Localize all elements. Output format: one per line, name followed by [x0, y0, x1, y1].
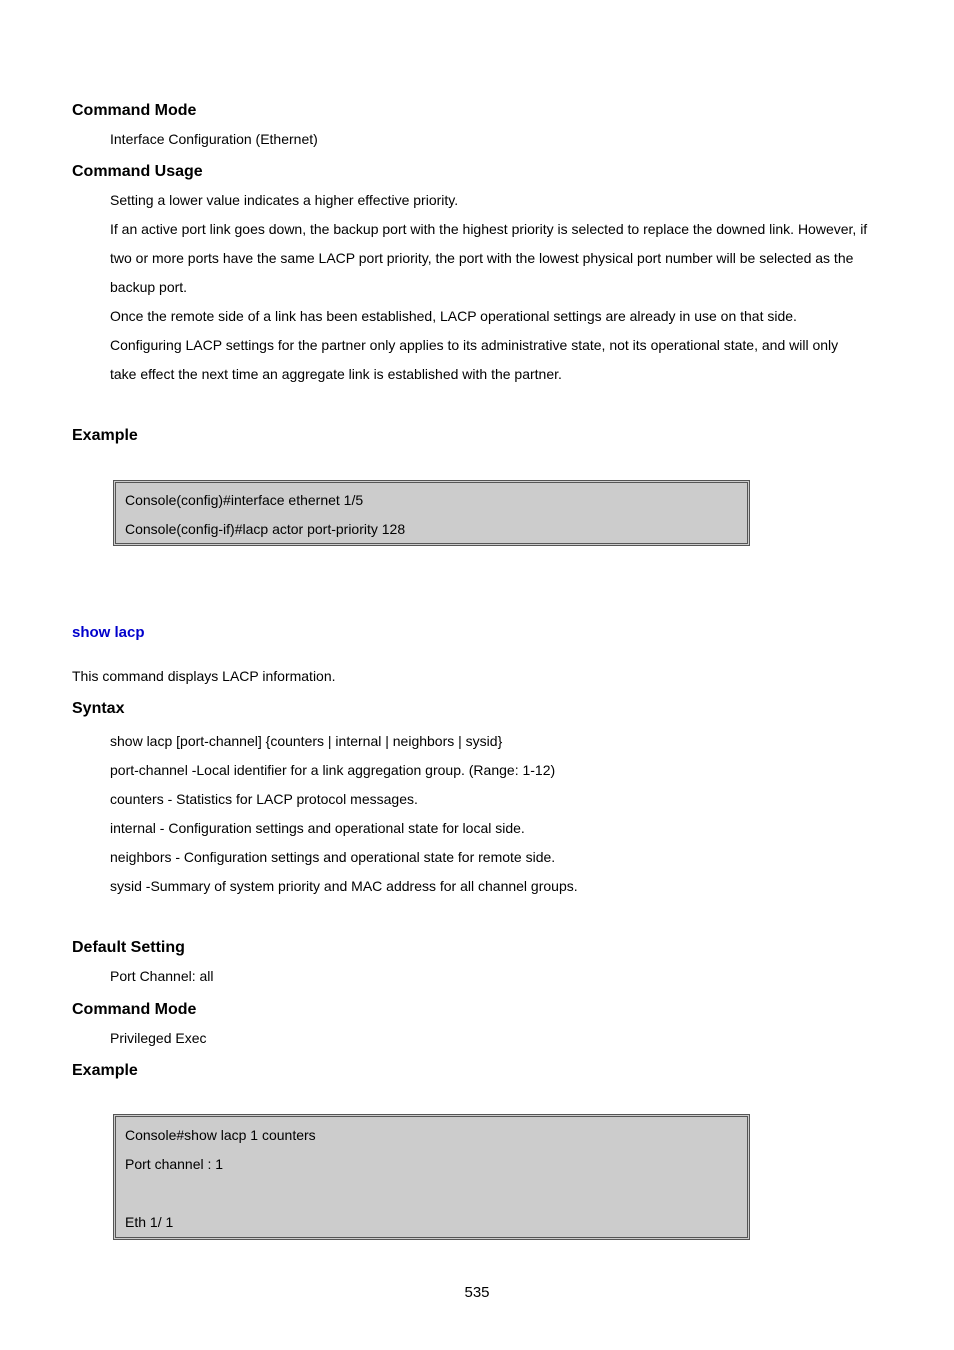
command-mode-heading: Command Mode [72, 1001, 197, 1018]
usage-line: take effect the next time an aggregate link is established with the partner. [110, 366, 562, 382]
command-description: This command displays LACP information. [72, 668, 336, 684]
syntax-line: sysid -Summary of system priority and MAC address for all channel groups. [110, 878, 578, 894]
usage-line: two or more ports have the same LACP port priority, the port with the lowest physical port number will be selected as the [110, 250, 854, 266]
command-usage-heading: Command Usage [72, 163, 203, 180]
usage-line: If an active port link goes down, the backup port with the highest priority is selected to replace the downed link. However, if [110, 221, 868, 237]
example-heading: Example [72, 427, 138, 444]
code-line: Eth 1/ 1 [125, 1214, 174, 1230]
syntax-line: counters - Statistics for LACP protocol messages. [110, 791, 418, 807]
code-line: Port channel : 1 [125, 1156, 224, 1172]
default-setting-heading: Default Setting [72, 939, 185, 956]
syntax-line: neighbors - Configuration settings and operational state for remote side. [110, 849, 556, 865]
usage-line: Configuring LACP settings for the partner only applies to its administrative state, not its operational state, and will only [110, 337, 839, 353]
command-mode-heading: Command Mode [72, 102, 197, 119]
code-example-box [113, 1114, 750, 1240]
page-number: 535 [464, 1284, 490, 1301]
syntax-heading: Syntax [72, 700, 125, 717]
usage-line: backup port. [110, 279, 188, 295]
code-line: Console#show lacp 1 counters [125, 1127, 316, 1143]
syntax-line: port-channel -Local identifier for a link aggregation group. (Range: 1-12) [110, 762, 556, 778]
usage-line: Once the remote side of a link has been established, LACP operational settings are already in use on that side. [110, 308, 797, 324]
default-setting-value: Port Channel: all [110, 968, 214, 984]
code-example-box [113, 480, 750, 546]
code-line: Console(config-if)#lacp actor port-priority 128 [125, 521, 406, 537]
syntax-line: show lacp [port-channel] {counters | internal | neighbors | sysid} [110, 733, 503, 749]
show-lacp-title: show lacp [72, 624, 145, 641]
command-mode-value: Privileged Exec [110, 1030, 207, 1046]
example-heading: Example [72, 1062, 138, 1079]
code-line: Console(config)#interface ethernet 1/5 [125, 492, 364, 508]
command-mode-value: Interface Configuration (Ethernet) [110, 131, 318, 147]
syntax-line: internal - Configuration settings and operational state for local side. [110, 820, 525, 836]
usage-line: Setting a lower value indicates a higher effective priority. [110, 192, 459, 208]
